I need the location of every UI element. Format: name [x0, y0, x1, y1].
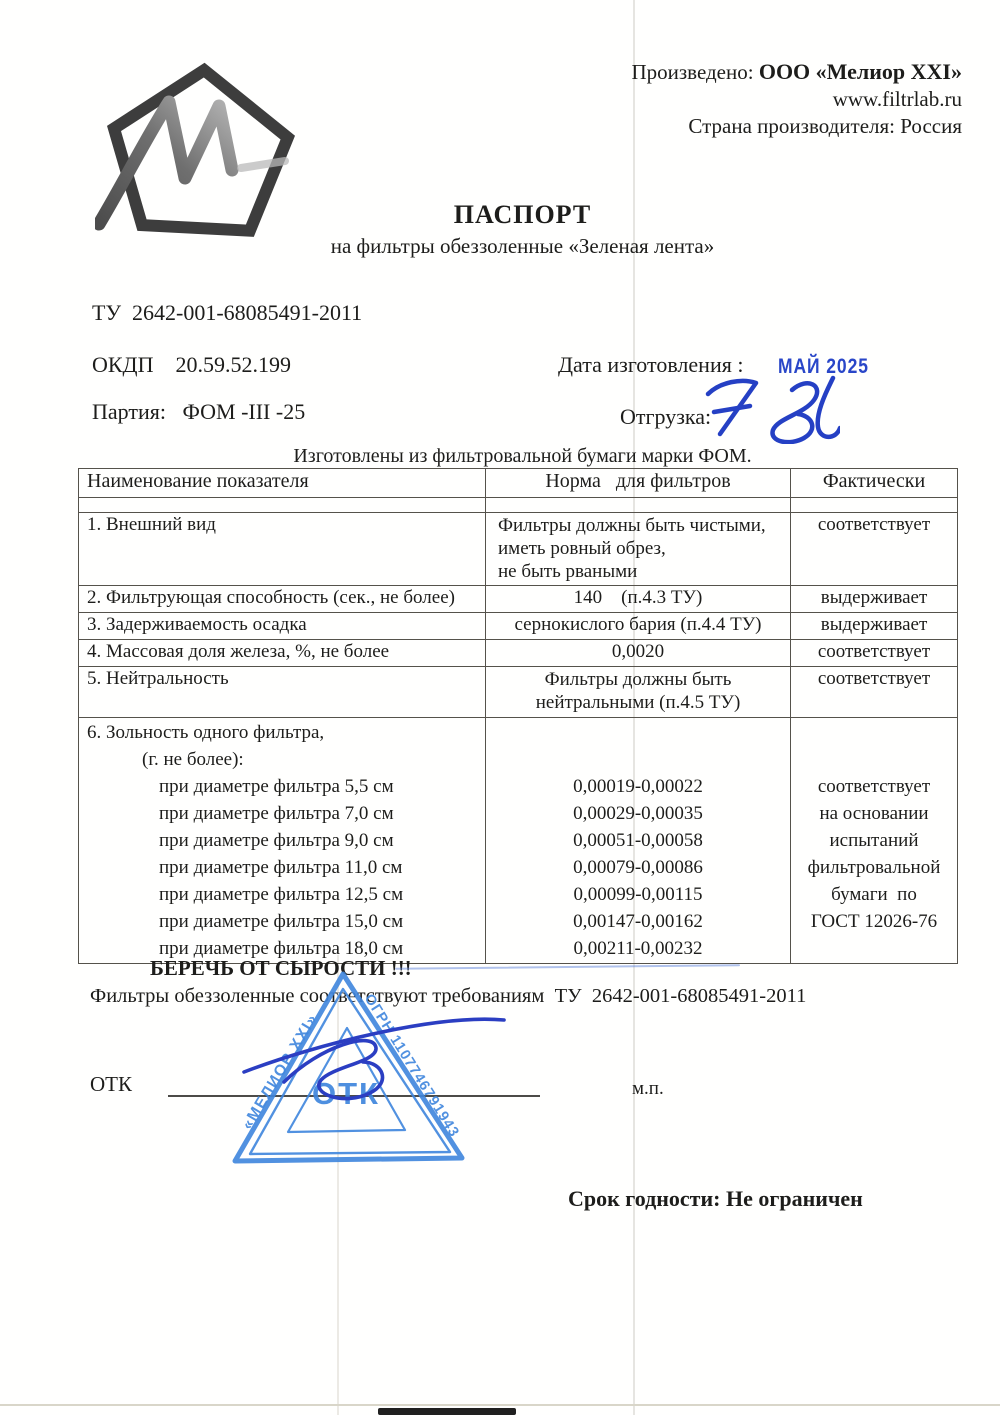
shelf-life: Срок годности: Не ограничен — [568, 1186, 863, 1211]
table-row-zolnost — [79, 718, 958, 964]
produced-line — [631, 58, 962, 86]
conformity-statement: Фильтры обеззоленные соответствуют требованиям ТУ 2642-001-68085491-2011 — [90, 985, 807, 1007]
row4-name: 4. Массовая доля железа, %, не более — [79, 640, 486, 667]
row3-name: 3. Задерживаемость осадка — [79, 613, 486, 640]
col-header-name: Наименование показателя — [79, 469, 486, 498]
row4-norm: 0,0020 — [486, 640, 791, 667]
document-subtitle: на фильтры обеззоленные «Зеленая лента» — [330, 234, 715, 258]
row6-actual: соответствует на основании испытаний фильтровальной бумаги по ГОСТ 12026-76 — [791, 718, 958, 964]
mp-seal-label: м.п. — [632, 1078, 664, 1099]
row3-norm: сернокислого бария (п.4.4 ТУ) — [486, 613, 791, 640]
website: www.filtrlab.ru — [832, 87, 962, 112]
row1-name: 1. Внешний вид — [79, 513, 486, 586]
table-row — [79, 613, 958, 640]
table-caption: Изготовлены из фильтровальной бумаги марки ФОМ. — [293, 445, 752, 467]
tu-number: ТУ 2642-001-68085491-2011 — [92, 300, 363, 325]
col-header-norm: Норма для фильтров — [486, 469, 791, 498]
table-row — [79, 640, 958, 667]
row5-actual: соответствует — [791, 667, 958, 718]
okdp-code: ОКДП 20.59.52.199 — [92, 352, 291, 377]
stamp-otk-text: ОТК — [312, 1076, 380, 1111]
otk-label: ОТК — [90, 1072, 132, 1096]
batch-number: Партия: ФОМ -III -25 — [92, 399, 306, 424]
scanner-edge-mark — [378, 1408, 516, 1415]
producer-name: ООО «Мелиор XXI» — [758, 59, 962, 84]
row2-actual: выдерживает — [791, 586, 958, 613]
table-header-row — [79, 469, 958, 498]
manufacture-date-stamp: МАЙ 2025 — [778, 355, 869, 379]
stamp-company-text: «МЕЛИОР XXI» — [238, 1010, 322, 1133]
row1-norm: Фильтры должны быть чистыми, иметь ровный обрез, не быть рваными — [486, 513, 791, 586]
row6-name: 6. Зольность одного фильтра, (г. не более): при диаметре фильтра 5,5 см при диаметре фильтра 7,0 см при диаметре фильтра 9,0 см при диаметре фильтра 11,0 см при диаметре фильтра 12,5 см при диаметре фильтра 15,0 см при диаметре фильтра 18,0 см — [79, 718, 486, 964]
row2-name: 2. Фильтрующая способность (сек., не более) — [79, 586, 486, 613]
shipment-label: Отгрузка: — [620, 404, 712, 429]
table-row — [79, 667, 958, 718]
row5-norm: Фильтры должны быть нейтральными (п.4.5 ТУ) — [486, 667, 791, 718]
row6-norm: 0,00019-0,00022 0,00029-0,00035 0,00051-0,00058 0,00079-0,00086 0,00099-0,00115 0,00147-0,00162 0,00211-0,00232 — [486, 718, 791, 964]
manufacture-date-label: Дата изготовления : — [558, 352, 744, 377]
row5-name: 5. Нейтральность — [79, 667, 486, 718]
spacer-row — [79, 498, 958, 513]
stamp-ogrn-text: ОГРН 1107746791943 — [360, 991, 463, 1141]
produced-label: Произведено: — [631, 60, 759, 84]
spec-table — [78, 468, 958, 964]
row3-actual: выдерживает — [791, 613, 958, 640]
document-title: ПАСПОРТ — [453, 200, 592, 229]
table-row — [79, 586, 958, 613]
bottom-scan-line — [0, 1404, 1000, 1406]
shipment-handwritten-number — [700, 372, 840, 449]
col-header-actual: Фактически — [791, 469, 958, 498]
table-row — [79, 513, 958, 586]
row2-norm: 140 (п.4.3 ТУ) — [486, 586, 791, 613]
title-block — [45, 200, 1000, 259]
producer-country: Страна производителя: Россия — [688, 114, 962, 139]
keep-dry-warning: БЕРЕЧЬ ОТ СЫРОСТИ !!! — [150, 956, 412, 980]
row1-actual: соответствует — [791, 513, 958, 586]
otk-triangle-stamp — [222, 962, 522, 1182]
producer-block — [631, 58, 962, 140]
row4-actual: соответствует — [791, 640, 958, 667]
